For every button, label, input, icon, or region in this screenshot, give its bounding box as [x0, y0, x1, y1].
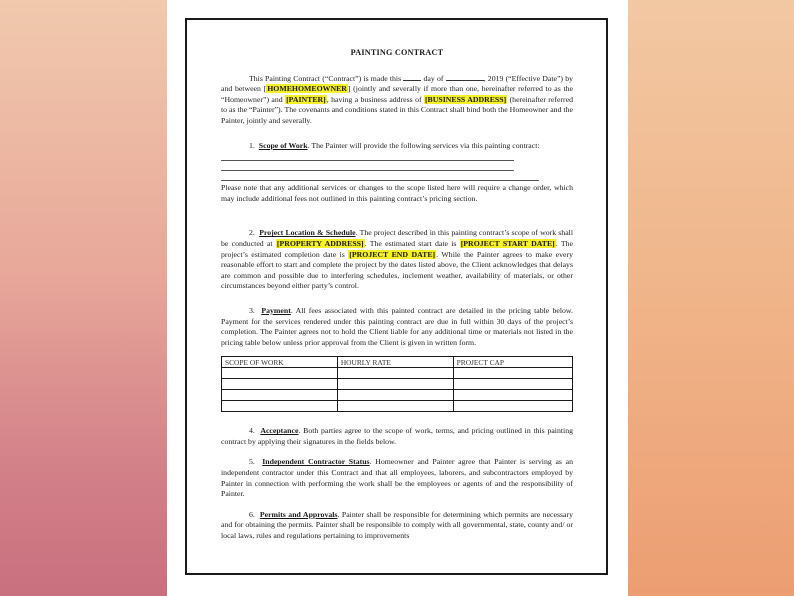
section-payment: 3. Payment. All fees associated with this painted contract are detailed in the pricing table below. Payment for the services rendered under this painting contract are due in full within 30 days of the project’s completion. The Painter agrees not to hold the Client liable for any additional time or materials not listed in the pricing table below unless prior approval from the Client is given in written form. — [221, 305, 573, 347]
table-row — [222, 390, 573, 401]
background-right-panel — [628, 0, 794, 596]
section-heading: Scope of Work — [258, 140, 308, 150]
section-location-schedule: 2. Project Location & Schedule. The project described in this painting contract’s scope of work shall be conducted at [PROPERTY ADDRESS]. The estimated start date is [PROJECT START DATE]. The project’s estimated completion date is [PROJECT END DATE]. While the Painter agrees to make every reasonable effort to start and complete the project by the dates listed above, the Client acknowledges that delays are common and possible due to interfering schedules, inclement weather, availability of materials, or other circumstances beyond either party’s control. — [221, 228, 573, 291]
scope-blank-line — [221, 151, 514, 161]
section-heading: Independent Contractor Status — [262, 457, 370, 467]
section-permits-approvals: 6. Permits and Approvals. Painter shall be responsible for determining which permits are necessary and for obtaining the permits. Painter shall be responsible to comply with all governmental, state, county and/ or local laws, rules and regulations pertaining to improvements — [221, 509, 573, 541]
day-blank — [403, 73, 421, 81]
scope-blank-line — [221, 171, 539, 181]
section-acceptance: 4. Acceptance. Both parties agree to the scope of work, terms, and pricing outlined in this painting contract by applying their signatures in the fields below. — [221, 426, 573, 446]
scope-blank-line — [221, 161, 514, 171]
table-row — [222, 368, 573, 379]
scope-note: Please note that any additional services or changes to the scope listed here will require a change order, which may include additional fees not outlined in this painting contract’s pricing section. — [221, 183, 573, 203]
table-header-row — [222, 357, 573, 368]
column-header: SCOPE OF WORK — [222, 357, 338, 368]
month-blank — [446, 73, 484, 81]
column-header: PROJECT CAP — [453, 357, 572, 368]
intro-paragraph: This Painting Contract (“Contract”) is made this day of , 2019 (“Effective Date”) by and between [HOMEHOMEOWNER] (jointly and severally if more than one, hereinafter referred to as the “Homeowner”) and [PAINTER], having a business address of [BUSINESS ADDRESS] (hereinafter referred to as the “Painter”). The covenants and conditions stated in this Contract shall bind both the Homeowner and the Painter, jointly and severally. — [221, 73, 574, 125]
section-scope-of-work: 1. Scope of Work. The Painter will provide the following services via this painting contract: — [249, 140, 540, 150]
column-header: HOURLY RATE — [337, 357, 453, 368]
document-body — [221, 48, 573, 542]
table-row — [222, 379, 573, 390]
homeowner-placeholder: HOMEHOMEOWNER — [267, 84, 347, 94]
pricing-table — [221, 356, 573, 412]
start-date-placeholder: [PROJECT START DATE] — [460, 238, 555, 248]
document-title: PAINTING CONTRACT — [350, 48, 444, 57]
end-date-placeholder: [PROJECT END DATE] — [349, 249, 436, 259]
painter-placeholder: [PAINTER] — [286, 94, 326, 104]
business-address-placeholder: [BUSINESS ADDRESS] — [424, 94, 507, 104]
background-left-panel — [0, 0, 167, 596]
section-heading: Payment — [261, 305, 291, 315]
section-heading: Acceptance — [260, 426, 299, 436]
section-heading: Project Location & Schedule — [259, 228, 356, 238]
table-row — [222, 401, 573, 412]
section-independent-contractor: 5. Independent Contractor Status. Homeowner and Painter agree that Painter is serving as an independent contractor under this Contract and that all employees, laborers, and subcontractors employed by Painter in connection with performing the work shall be the employees or agents of and the responsibility of Painter. — [221, 457, 573, 499]
property-address-placeholder: [PROPERTY ADDRESS] — [276, 238, 364, 248]
document-page — [167, 0, 628, 596]
section-heading: Permits and Approvals — [259, 509, 338, 519]
